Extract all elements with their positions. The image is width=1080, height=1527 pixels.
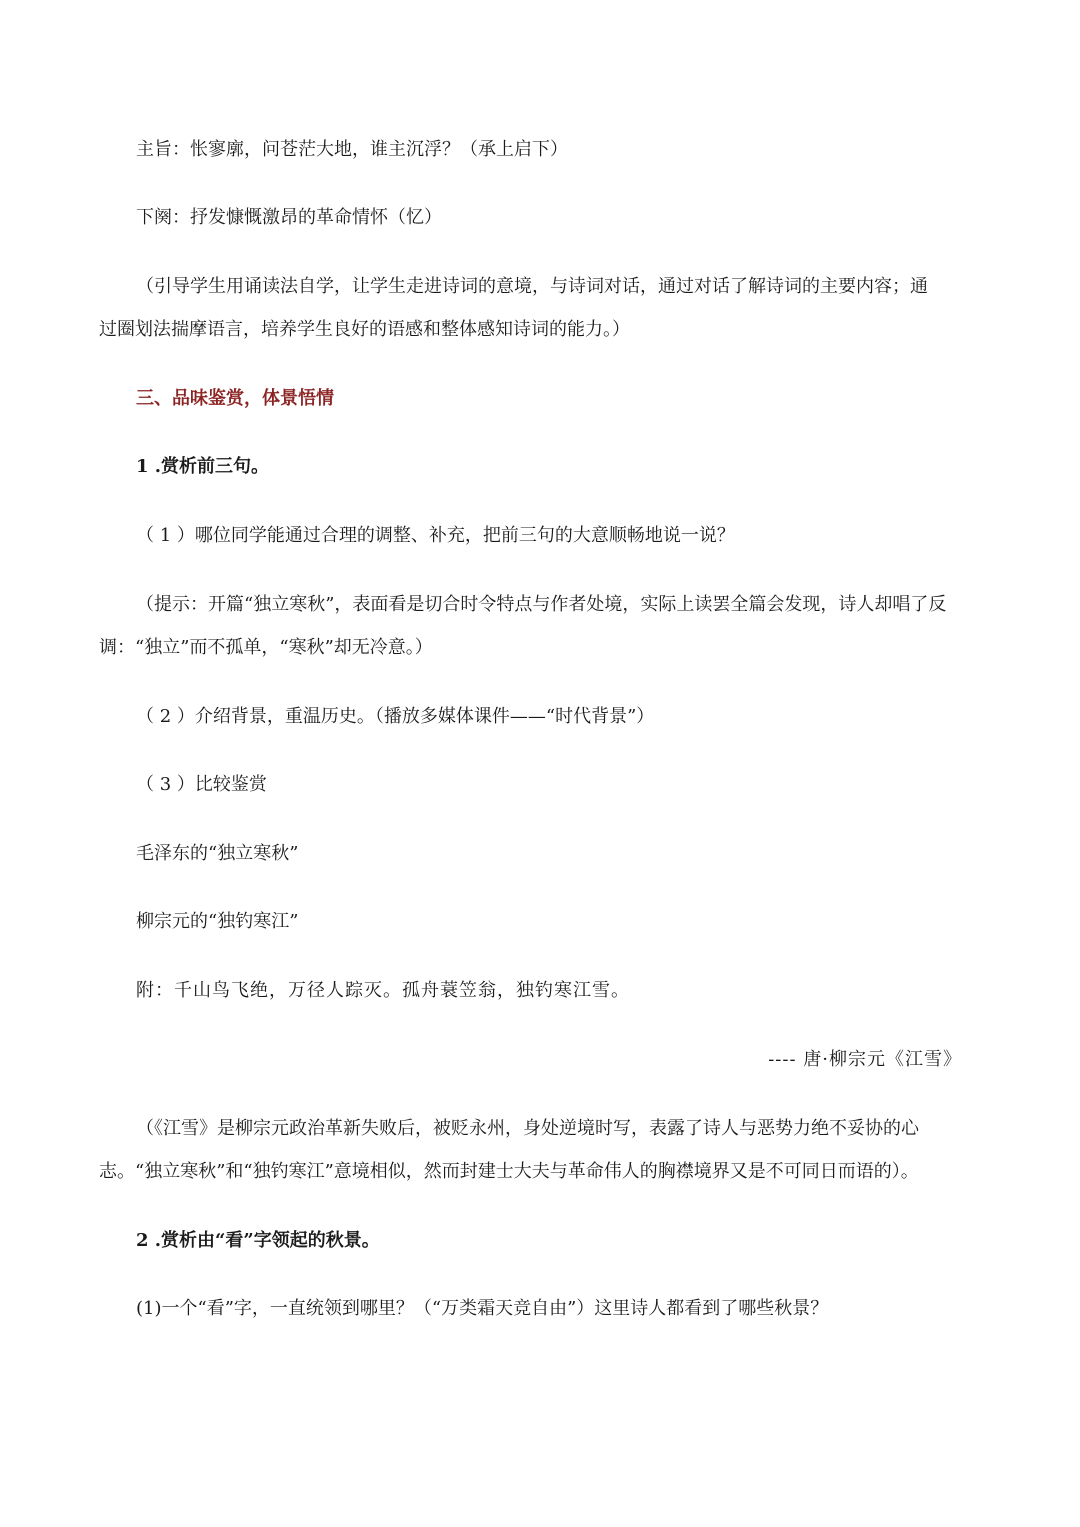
guidance-note-line-1: （引导学生用诵读法自学，让学生走进诗词的意境，与诗词对话，通过对话了解诗词的主要内容；通 [136,276,928,297]
guidance-note-line-2: 过圈划法揣摩语言，培养学生良好的语感和整体感知诗词的能力。） [99,319,630,340]
question-4: (1)一个“看”字，一直统领到哪里？（“万类霜天竞自由”）这里诗人都看到了哪些秋景？ [136,1298,829,1319]
section-heading: 三、品味鉴赏，体景悟情 [136,388,334,409]
background-note-line-1: （《江雪》是柳宗元政治革新失败后，被贬永州，身处逆境时写，表露了诗人与恶势力绝不妥协的心 [136,1118,919,1139]
subsection-title-1: 1 .赏析前三句。 [136,456,270,477]
background-note-line-2: 志。“独立寒秋”和“独钓寒江”意境相似，然而封建士大夫与革命伟人的胸襟境界又是不可同日而语的）。 [99,1161,919,1182]
hint-line-2: 调：“独立”而不孤单，“寒秋”却无冷意。） [99,637,433,658]
comparison-mao: 毛泽东的“独立寒秋” [136,843,299,864]
hint-line-1: （提示：开篇“独立寒秋”，表面看是切合时令特点与作者处境，实际上读罢全篇会发现，诗人却唱了反 [136,594,947,615]
question-2: （ 2 ）介绍背景，重温历史。（播放多媒体课件——“时代背景”） [136,706,655,727]
subsection-title-2: 2 .赏析由“看”字领起的秋景。 [136,1230,380,1251]
poem-appendix: 附：千山鸟飞绝，万径人踪灭。孤舟蓑笠翁，独钓寒江雪。 [136,980,630,1001]
question-1: （ 1 ）哪位同学能通过合理的调整、补充，把前三句的大意顺畅地说一说？ [136,525,735,546]
theme-line: 主旨：怅寥廓，问苍茫大地，谁主沉浮？（承上启下） [136,139,568,160]
comparison-liu: 柳宗元的“独钓寒江” [136,911,299,932]
poem-attribution: ---- 唐·柳宗元《江雪》 [768,1049,962,1070]
question-3: （ 3 ）比较鉴赏 [136,774,267,795]
second-stanza-line: 下阕：抒发慷慨激昂的革命情怀（忆） [136,207,442,228]
